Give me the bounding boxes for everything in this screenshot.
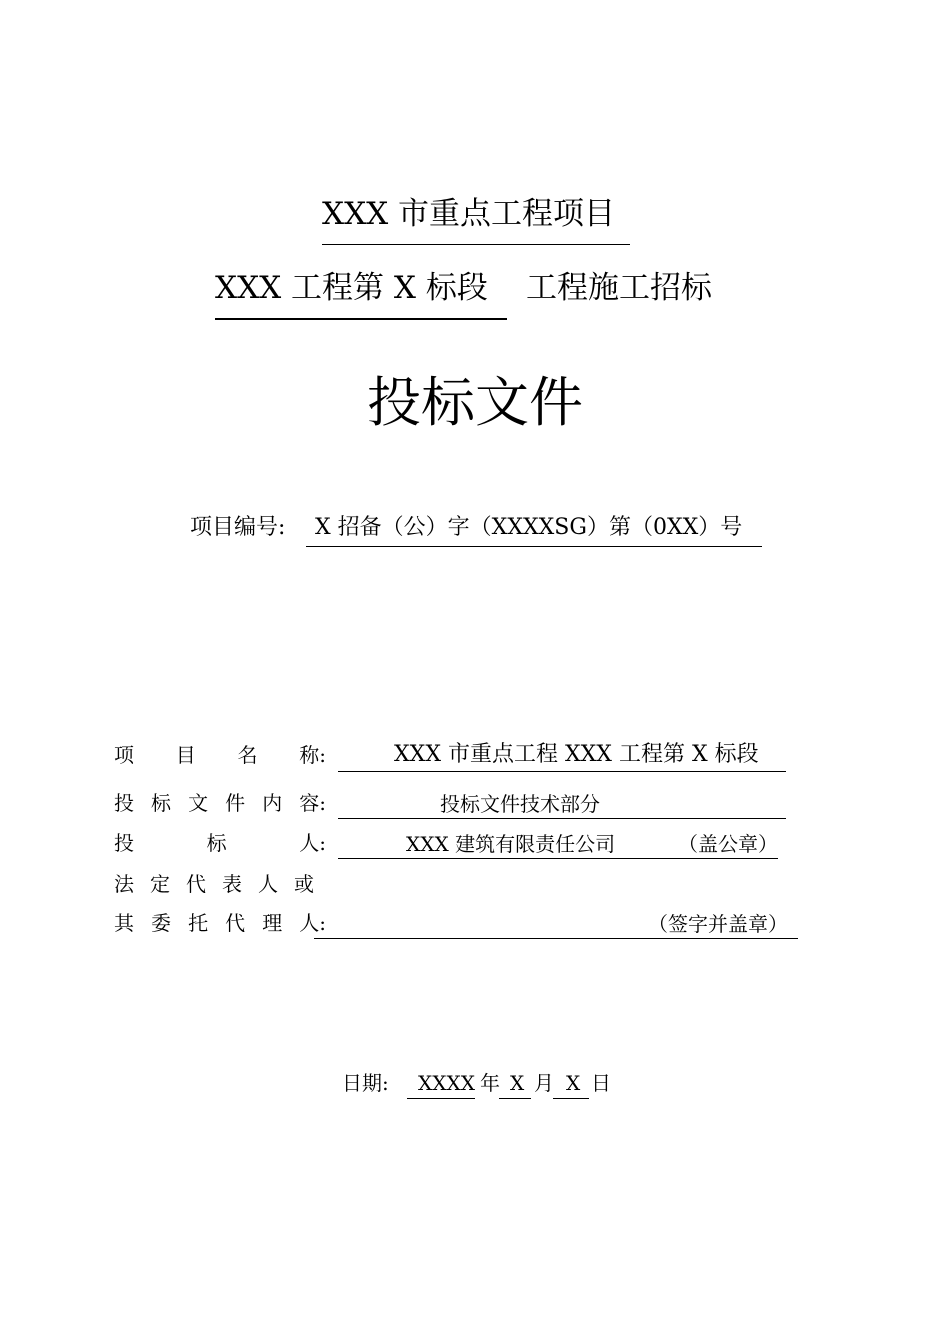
date-year-unit: 年 [480, 1071, 500, 1095]
project-name-value: XXX 市重点工程 XXX 工程第 X 标段 [394, 742, 759, 767]
project-number-underline [306, 546, 762, 547]
company-seal-note: （盖公章） [678, 832, 778, 856]
date-day-unit: 日 [591, 1071, 611, 1095]
bid-content-label [114, 789, 326, 817]
project-header-line1: XXX 市重点工程项目 [322, 196, 616, 232]
label-char: 人 [258, 872, 278, 896]
project-number-value: X 招备（公）字（XXXXSG）第（0XX）号 [315, 515, 743, 540]
bidder-underline [338, 858, 778, 859]
label-char: 标 [151, 791, 172, 815]
date-year-underline [407, 1098, 475, 1099]
label-char: 名 [237, 743, 258, 767]
label-char: 投 [114, 791, 134, 815]
date-label: 日期: [342, 1071, 389, 1095]
project-header-line2-tender: 工程施工招标 [526, 270, 712, 306]
legal-representative-label-line1 [114, 870, 314, 898]
label-char: 代 [225, 911, 246, 935]
label-char: 称: [299, 743, 326, 767]
label-char: 投 [114, 831, 134, 855]
label-char: 人: [299, 831, 326, 855]
date-month-underline [499, 1098, 531, 1099]
bidder-label [114, 829, 326, 857]
label-char: 或 [294, 872, 314, 896]
project-name-label [114, 741, 326, 769]
header-line1-underline [322, 244, 630, 245]
date-day-underline [553, 1098, 589, 1099]
label-char: 项 [114, 743, 134, 767]
label-char: 委 [151, 911, 172, 935]
project-header-line2-section: XXX 工程第 X 标段 [215, 270, 488, 306]
date-day: X [566, 1071, 581, 1095]
label-char: 目 [175, 743, 196, 767]
label-char: 法 [114, 872, 134, 896]
label-char: 表 [222, 872, 242, 896]
legal-representative-label-line2 [114, 909, 326, 937]
project-name-underline [338, 771, 786, 772]
label-char: 定 [150, 872, 170, 896]
label-char: 文 [188, 791, 209, 815]
date-month-unit: 月 [534, 1071, 554, 1095]
bidder-value: XXX 建筑有限责任公司 [406, 832, 616, 856]
label-char: 内 [262, 791, 283, 815]
date-year: XXXX [418, 1071, 475, 1095]
bid-content-underline [338, 818, 786, 819]
legal-representative-underline [314, 938, 798, 939]
label-char: 托 [188, 911, 209, 935]
project-number-label: 项目编号: [190, 515, 286, 540]
label-char: 其 [114, 911, 134, 935]
label-char: 代 [186, 872, 206, 896]
signature-note: （签字并盖章） [648, 912, 788, 936]
label-char: 理 [262, 911, 283, 935]
label-char: 人: [299, 911, 326, 935]
label-char: 标 [206, 831, 227, 855]
label-char: 件 [225, 791, 246, 815]
document-title: 投标文件 [367, 371, 583, 434]
bid-content-value: 投标文件技术部分 [440, 792, 600, 816]
date-month: X [510, 1071, 525, 1095]
header-line2-underline [215, 318, 507, 320]
label-char: 容: [299, 791, 326, 815]
